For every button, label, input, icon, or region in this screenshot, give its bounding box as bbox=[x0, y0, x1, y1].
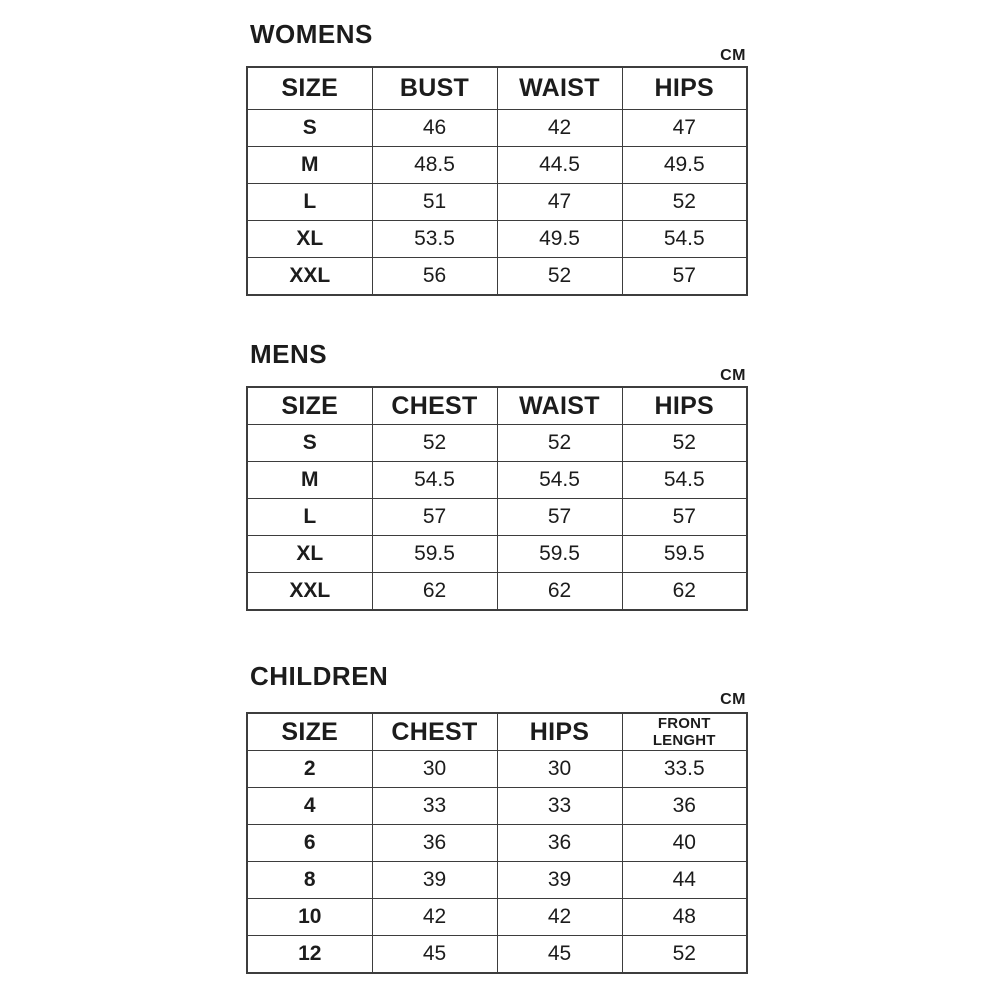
size-table bbox=[246, 712, 748, 974]
value-cell: 48.5 bbox=[372, 147, 497, 184]
size-cell: XL bbox=[247, 221, 372, 258]
table-row bbox=[247, 462, 747, 499]
value-cell: 54.5 bbox=[497, 462, 622, 499]
header-row bbox=[247, 713, 747, 751]
value-cell: 30 bbox=[497, 751, 622, 788]
value-cell: 42 bbox=[497, 899, 622, 936]
value-cell: 40 bbox=[622, 825, 747, 862]
value-cell: 36 bbox=[372, 825, 497, 862]
unit-label: CM bbox=[720, 691, 746, 708]
size-cell: M bbox=[247, 147, 372, 184]
value-cell: 42 bbox=[372, 899, 497, 936]
value-cell: 62 bbox=[372, 573, 497, 611]
size-cell: 10 bbox=[247, 899, 372, 936]
size-cell: XL bbox=[247, 536, 372, 573]
header-row bbox=[247, 387, 747, 425]
column-header: HIPS bbox=[622, 387, 747, 425]
size-table bbox=[246, 66, 748, 296]
size-cell: S bbox=[247, 425, 372, 462]
size-chart-section-mens bbox=[246, 339, 748, 602]
unit-label: CM bbox=[720, 47, 746, 64]
value-cell: 49.5 bbox=[622, 147, 747, 184]
column-header: SIZE bbox=[247, 387, 372, 425]
size-cell: 12 bbox=[247, 936, 372, 974]
header-row bbox=[247, 67, 747, 110]
size-chart-section-womens bbox=[246, 19, 748, 287]
value-cell: 54.5 bbox=[372, 462, 497, 499]
value-cell: 47 bbox=[497, 184, 622, 221]
value-cell: 56 bbox=[372, 258, 497, 296]
column-header: HIPS bbox=[622, 67, 747, 110]
size-cell: 6 bbox=[247, 825, 372, 862]
table-row bbox=[247, 536, 747, 573]
value-cell: 54.5 bbox=[622, 462, 747, 499]
column-header: WAIST bbox=[497, 67, 622, 110]
value-cell: 46 bbox=[372, 110, 497, 147]
size-cell: XXL bbox=[247, 258, 372, 296]
value-cell: 48 bbox=[622, 899, 747, 936]
size-cell: S bbox=[247, 110, 372, 147]
value-cell: 33.5 bbox=[622, 751, 747, 788]
table-row bbox=[247, 936, 747, 974]
value-cell: 57 bbox=[497, 499, 622, 536]
table-row bbox=[247, 110, 747, 147]
value-cell: 39 bbox=[497, 862, 622, 899]
section-title: WOMENS bbox=[250, 19, 373, 49]
value-cell: 52 bbox=[372, 425, 497, 462]
value-cell: 33 bbox=[372, 788, 497, 825]
column-header: HIPS bbox=[497, 713, 622, 751]
value-cell: 57 bbox=[622, 499, 747, 536]
column-header: WAIST bbox=[497, 387, 622, 425]
column-header: CHEST bbox=[372, 387, 497, 425]
column-header: FRONT LENGHT bbox=[622, 713, 747, 751]
value-cell: 57 bbox=[372, 499, 497, 536]
table-row bbox=[247, 751, 747, 788]
section-title: CHILDREN bbox=[250, 661, 389, 691]
table-row bbox=[247, 258, 747, 296]
value-cell: 36 bbox=[497, 825, 622, 862]
value-cell: 52 bbox=[622, 184, 747, 221]
size-cell: 8 bbox=[247, 862, 372, 899]
value-cell: 44.5 bbox=[497, 147, 622, 184]
value-cell: 42 bbox=[497, 110, 622, 147]
column-header: SIZE bbox=[247, 67, 372, 110]
value-cell: 49.5 bbox=[497, 221, 622, 258]
table-row bbox=[247, 862, 747, 899]
value-cell: 39 bbox=[372, 862, 497, 899]
value-cell: 45 bbox=[497, 936, 622, 974]
table-row bbox=[247, 221, 747, 258]
value-cell: 62 bbox=[497, 573, 622, 611]
size-cell: 4 bbox=[247, 788, 372, 825]
value-cell: 51 bbox=[372, 184, 497, 221]
column-header: SIZE bbox=[247, 713, 372, 751]
value-cell: 59.5 bbox=[372, 536, 497, 573]
table-row bbox=[247, 899, 747, 936]
value-cell: 52 bbox=[622, 936, 747, 974]
section-title: MENS bbox=[250, 339, 328, 369]
size-cell: L bbox=[247, 184, 372, 221]
size-cell: L bbox=[247, 499, 372, 536]
table-row bbox=[247, 147, 747, 184]
value-cell: 62 bbox=[622, 573, 747, 611]
value-cell: 36 bbox=[622, 788, 747, 825]
value-cell: 59.5 bbox=[622, 536, 747, 573]
table-row bbox=[247, 788, 747, 825]
value-cell: 52 bbox=[497, 425, 622, 462]
value-cell: 53.5 bbox=[372, 221, 497, 258]
column-header: CHEST bbox=[372, 713, 497, 751]
table-row bbox=[247, 499, 747, 536]
size-cell: XXL bbox=[247, 573, 372, 611]
unit-label: CM bbox=[720, 367, 746, 384]
value-cell: 47 bbox=[622, 110, 747, 147]
value-cell: 54.5 bbox=[622, 221, 747, 258]
value-cell: 45 bbox=[372, 936, 497, 974]
value-cell: 57 bbox=[622, 258, 747, 296]
column-header: BUST bbox=[372, 67, 497, 110]
value-cell: 59.5 bbox=[497, 536, 622, 573]
table-row bbox=[247, 184, 747, 221]
size-chart-section-children bbox=[246, 661, 748, 965]
table-row bbox=[247, 573, 747, 611]
value-cell: 52 bbox=[497, 258, 622, 296]
table-row bbox=[247, 425, 747, 462]
value-cell: 44 bbox=[622, 862, 747, 899]
value-cell: 52 bbox=[622, 425, 747, 462]
value-cell: 30 bbox=[372, 751, 497, 788]
size-table bbox=[246, 386, 748, 611]
size-cell: 2 bbox=[247, 751, 372, 788]
size-cell: M bbox=[247, 462, 372, 499]
value-cell: 33 bbox=[497, 788, 622, 825]
table-row bbox=[247, 825, 747, 862]
